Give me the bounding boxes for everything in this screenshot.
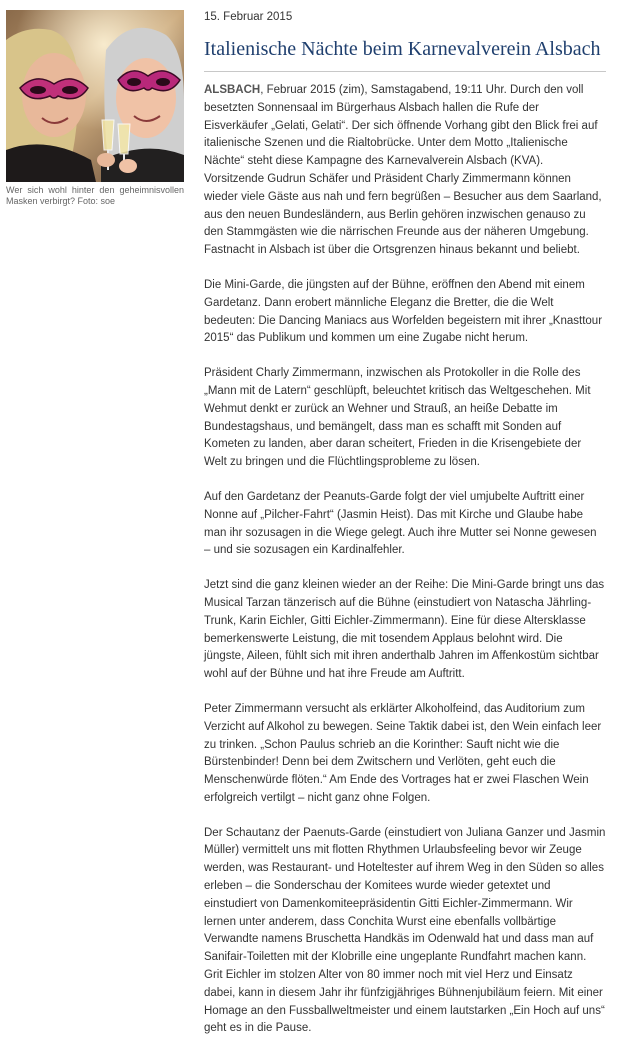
article-body <box>204 82 606 1038</box>
article-paragraph: Präsident Charly Zimmermann, inzwischen als Protokoller in die Rolle des „Mann mit de Latern“ geschlüpft, beleuchtet kritisch das Weltgeschehen. Mit Wehmut denkt er zurück an Wehner und Strauß, an heiße Debatte im Bundestagshaus, und bemängelt, dass man es schafft mit Sonden auf Kometen zu landen, aber daran scheitert, Frieden in die Krisengebiete der Welt zu bringen und die Flüchtlingsprobleme zu lösen. <box>204 367 591 469</box>
article-paragraph: Der Schautanz der Paenuts-Garde (einstudiert von Juliana Ganzer und Jasmin Müller) vermittelt uns mit flotten Rhythmen Urlaubsfeeling bevor wir Zeuge werden, was Restaurant- und Hoteltester auf ihrem Weg in den Süden so alles erleben – die Sonderschau der Komitees wurde wieder getextet und einstudiert von Damenkomiteepräsidentin Gitti Eichler-Zimmermann. Wir lernen unter anderem, dass Conchita Wurst eine ebenfalls vollbärtige Verwandte namens Bruschetta Handkäs im Odenwald hat und dass man auf Sanifair-Toiletten mit der Klobrille eine ungeplante Rundfahrt machen kann. Grit Eichler im stolzen Alter von 80 immer noch mit viel Herz und Einsatz dabei, kann in diesem Jahr ihr fünfzigjähriges Bühnenjubiläum feiern. Mit einer Homage an den Fussballweltmeister und einem lautstarken „Ein Hoch auf uns“ geht es in die Pause. <box>204 826 606 1035</box>
dateline: ALSBACH <box>204 84 261 96</box>
title-divider <box>204 71 606 72</box>
article-paragraph: Auf den Gardetanz der Peanuts-Garde folgt der viel umjubelte Auftritt einer Nonne auf „Pilcher-Fahrt“ (Jasmin Heist). Das mit Kirche und Glaube habe man ihr sozusagen in die Wiege gelegt. Auch ihre Mutter sei Nonne gewesen – und sie sozusagen ein Kardinalfehler. <box>204 490 597 557</box>
article-title: Italienische Nächte beim Karnevalverein Alsbach <box>204 38 601 60</box>
article-paragraph: Peter Zimmermann versucht als erklärter Alkoholfeind, das Auditorium zum Verzicht auf Alkohol zu bewegen. Seine Taktik dabei ist, den Wein einfach leer zu trinken. „Schon Paulus schrieb an die Korinther: Sauft nicht wie die Bürstenbinder! Denn bei dem Zwitschern und Verlöten, geht euch die Menschenwürde flöten.“ Am Ende des Vortrages hat er zwei Flaschen Wein erfolgreich vertilgt – nicht ganz ohne Folgen. <box>204 702 602 804</box>
article <box>204 9 606 1055</box>
article-paragraph: Jetzt sind die ganz kleinen wieder an der Reihe: Die Mini-Garde bringt uns das Musical Tarzan tänzerisch auf die Bühne (einstudiert von Natascha Jährling-Trunk, Karin Eichler, Gitti Eichler-Zimmermann). Eine für diese Altersklasse bemerkenswerte Leistung, die mit tosendem Applaus belohnt wird. Die jüngste, Aileen, fühlt sich mit ihren anderthalb Jahren im Affenkostüm sichtbar wohl auf der Bühne und hat ihre Freude am Auftritt. <box>204 579 605 681</box>
article-paragraph: ALSBACH, Februar 2015 (zim), Samstagabend, 19:11 Uhr. Durch den voll besetzten Sonnensaal im Bürgerhaus Alsbach hallen die Rufe der Eisverkäufer „Gelati, Gelati“. Der sich öffnende Vorhang gibt den Blick frei auf italienische Szenen und die Rialtobrücke. Unter dem Motto „Italienische Nächte“ steht diese Kampagne des Karnevalverein Alsbach (KVA). Vorsitzende Gudrun Schäfer und Präsident Charly Zimmermann können wieder viele Gäste aus nah und fern begrüßen – Besucher aus dem Saarland, aus den neuen Bundesländern, aus Berlin gehören inzwischen genauso zu den Stammgästen wie die närrischen Freunde aus der näheren Umgebung. Fastnacht in Alsbach ist über die Ortsgrenzen hinaus bekannt und beliebt. <box>204 84 602 257</box>
article-date: 15. Februar 2015 <box>204 11 293 23</box>
photo-caption: Wer sich wohl hinter den geheimnisvollen Masken verbirgt? Foto: soe <box>6 185 184 206</box>
article-paragraph: Die Mini-Garde, die jüngsten auf der Bühne, eröffnen den Abend mit einem Gardetanz. Dann erobert männliche Eleganz die Bretter, die die Welt bedeuten: Die Dancing Maniacs aus Worfelden begeistern mit ihrer „Knasttour 2015“ das Publikum und kommen um eine Zugabe nicht herum. <box>204 278 603 345</box>
carnival-masks-photo <box>6 10 184 182</box>
photo-column <box>6 10 184 207</box>
